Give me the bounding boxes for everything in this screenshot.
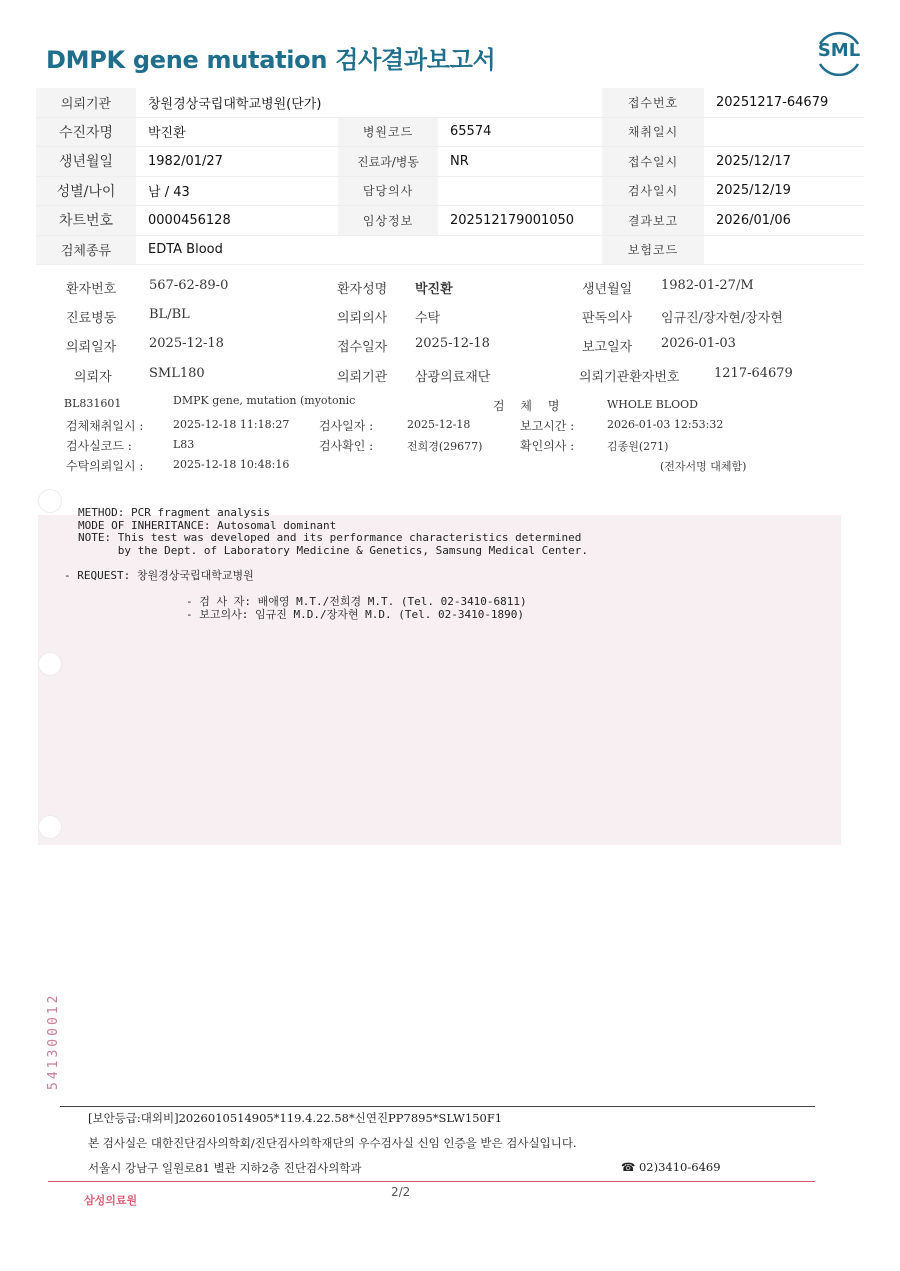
info-label: 진료과/병동: [338, 147, 438, 177]
info-label: 채취일시: [602, 117, 704, 147]
info-row: [36, 206, 864, 236]
recv-date-value: 2025-12-18: [415, 336, 490, 351]
info-value: 2025/12/17: [704, 147, 864, 177]
inheritance-line: MODE OF INHERITANCE: Autosomal dominant: [78, 518, 337, 532]
info-label: 보험코드: [602, 235, 704, 265]
phone-line: ☎ 02)3410-6469: [621, 1160, 721, 1174]
tester-line: - 검 사 자: 배애영 M.T./전희경 M.T. (Tel. 02-3410-6811): [186, 595, 527, 608]
result-paper: [38, 515, 841, 845]
info-label: 의뢰기관: [36, 88, 136, 117]
inst-patient-no-label: 의뢰기관환자번호: [579, 370, 680, 385]
side-barcode-number: 541300012: [46, 992, 61, 1090]
consign-value: 2025-12-18 10:48:16: [173, 458, 290, 471]
info-label: 생년월일: [36, 147, 136, 177]
report-time-value: 2026-01-03 12:53:32: [607, 418, 724, 431]
test-name: DMPK gene, mutation (myotonic: [173, 394, 356, 407]
test-date-value: 2025-12-18: [407, 418, 471, 431]
punch-hole: [38, 489, 62, 513]
req-inst-label: 의뢰기관: [337, 370, 388, 385]
brand-mark: 삼성의료원: [84, 1194, 138, 1207]
info-label: 검사일시: [602, 176, 704, 206]
test-code: BL831601: [64, 397, 122, 410]
req-date-value: 2025-12-18: [149, 336, 224, 351]
info-value: 0000456128: [136, 206, 338, 236]
patient-info-table: [36, 88, 864, 265]
info-value: 202512179001050: [438, 206, 602, 236]
info-row: [36, 147, 864, 177]
info-label: 병원코드: [338, 117, 438, 147]
requester-value: SML180: [149, 366, 205, 381]
info-value: NR: [438, 147, 602, 177]
recv-date-label: 접수일자: [337, 340, 388, 355]
ward-label: 진료병동: [66, 311, 117, 326]
info-label: 검체종류: [36, 235, 136, 265]
logo-text: SML: [817, 40, 861, 61]
reading-doctor-value: 임규진/장자현/장자현: [661, 311, 783, 326]
inst-patient-no-value: 1217-64679: [714, 366, 793, 381]
info-label: 담당의사: [338, 176, 438, 206]
info-value: 창원경상국립대학교병원(단가): [136, 88, 602, 117]
info-label: 접수번호: [602, 88, 704, 117]
patient-name-label: 환자성명: [337, 282, 388, 297]
info-value: 20251217-64679: [704, 88, 864, 117]
confirm-doc-label: 확인의사 :: [520, 439, 575, 453]
info-label: 성별/나이: [36, 176, 136, 206]
info-value: 65574: [438, 117, 602, 147]
dob-value: 1982-01-27/M: [661, 278, 754, 293]
address-line: 서울시 강남구 일원로81 별관 지하2층 진단검사의학과: [88, 1161, 362, 1175]
info-row: [36, 235, 864, 265]
note-line-1: NOTE: This test was developed and its performance characteristics determined: [78, 531, 582, 544]
confirm-value: 전희경(29677): [407, 440, 483, 453]
info-row: [36, 88, 864, 117]
patient-no-label: 환자번호: [66, 282, 117, 297]
punch-hole: [38, 815, 62, 839]
confirm-doc-value: 김종원(271): [607, 440, 669, 453]
info-row: [36, 117, 864, 147]
report-time-label: 보고시간 :: [520, 419, 575, 433]
punch-hole: [38, 652, 62, 676]
info-value: [704, 235, 864, 265]
footer-divider: [60, 1106, 815, 1107]
request-line: - REQUEST: 창원경상국립대학교병원: [64, 569, 254, 582]
info-value: 남 / 43: [136, 176, 338, 206]
lab-code-label: 검사실코드 :: [66, 439, 132, 453]
reading-doctor-label: 판독의사: [582, 311, 633, 326]
req-doctor-label: 의뢰의사: [337, 311, 388, 326]
report-date-value: 2026-01-03: [661, 336, 736, 351]
note-line-2: by the Dept. of Laboratory Medicine & Genetics, Samsung Medical Center.: [78, 543, 588, 557]
report-date-label: 보고일자: [582, 340, 633, 355]
method-line: METHOD: PCR fragment analysis: [78, 506, 271, 519]
requester-label: 의뢰자: [74, 370, 112, 385]
test-date-label: 검사일자 :: [319, 419, 374, 433]
dob-label: 생년월일: [582, 282, 633, 297]
cert-line: 본 검사실은 대한진단검사의학회/진단검사의학재단의 우수검사실 신임 인증을 받은 검사실입니다.: [88, 1136, 577, 1150]
req-doctor-value: 수탁: [415, 311, 441, 326]
footer-rule: [48, 1181, 815, 1182]
info-value: 2025/12/19: [704, 176, 864, 206]
req-inst-value: 삼광의료재단: [415, 370, 491, 385]
info-value: EDTA Blood: [136, 235, 602, 265]
specimen-label: 검 체 명: [493, 399, 566, 413]
info-label: 결과보고: [602, 206, 704, 236]
esign-note: (전자서명 대체함): [660, 460, 747, 473]
info-label: 수진자명: [36, 117, 136, 147]
info-label: 차트번호: [36, 206, 136, 236]
sml-logo: [814, 30, 864, 76]
page-number: 2/2: [391, 1185, 411, 1199]
info-value: 박진환: [136, 117, 338, 147]
collect-label: 검체채취일시 :: [66, 419, 144, 433]
security-line: [보안등급:대외비]2026010514905*119.4.22.58*신연진PP7895*SLW150F1: [88, 1111, 503, 1125]
consign-label: 수탁의뢰일시 :: [66, 459, 144, 473]
lab-code-value: L83: [173, 438, 195, 451]
info-label: 임상정보: [338, 206, 438, 236]
req-date-label: 의뢰일자: [66, 340, 117, 355]
info-label: 접수일시: [602, 147, 704, 177]
ward-value: BL/BL: [149, 307, 190, 322]
collect-value: 2025-12-18 11:18:27: [173, 418, 290, 431]
info-row: [36, 176, 864, 206]
confirm-label: 검사확인 :: [319, 439, 374, 453]
specimen-value: WHOLE BLOOD: [607, 398, 698, 411]
patient-name-value: 박진환: [415, 282, 453, 297]
patient-no-value: 567-62-89-0: [149, 278, 229, 293]
info-value: [704, 117, 864, 147]
info-value: 2026/01/06: [704, 206, 864, 236]
info-value: [438, 176, 602, 206]
info-value: 1982/01/27: [136, 147, 338, 177]
reporter-line: - 보고의사: 임규진 M.D./장자현 M.D. (Tel. 02-3410-1890): [186, 608, 525, 621]
report-title: DMPK gene mutation 검사결과보고서: [46, 46, 496, 74]
